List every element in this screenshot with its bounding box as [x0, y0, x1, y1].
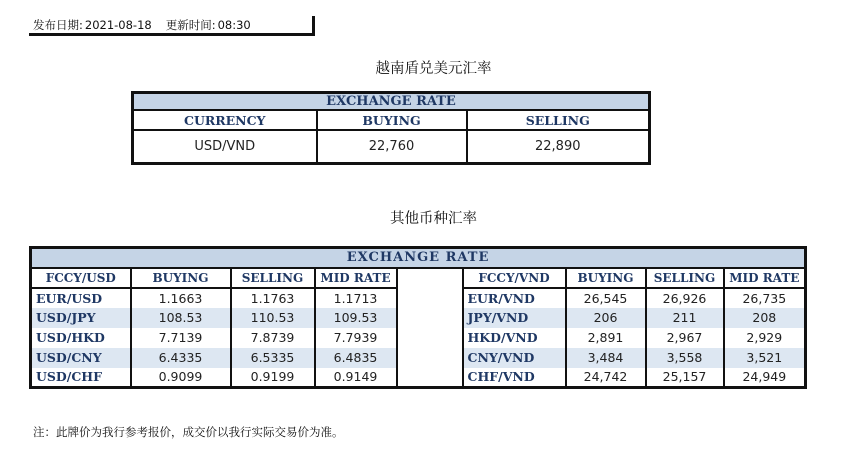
pair-cell: USD/HKD: [31, 328, 131, 348]
pair-cell: HKD/VND: [463, 328, 566, 348]
table-row: [31, 288, 806, 308]
buying-cell: 1.1663: [131, 288, 231, 308]
mid-rate-cell: 0.9149: [315, 368, 397, 388]
column-spacer: [397, 368, 463, 388]
selling-cell: 26,926: [646, 288, 724, 308]
column-header-row: [31, 268, 806, 288]
buying-cell: 26,545: [566, 288, 646, 308]
selling-cell: 211: [646, 308, 724, 328]
column-spacer: [397, 288, 463, 308]
column-spacer: [397, 308, 463, 328]
selling-cell: 0.9199: [231, 368, 315, 388]
exchange-rate-heading: EXCHANGE RATE: [133, 93, 650, 111]
buying-cell: 7.7139: [131, 328, 231, 348]
selling-cell: 110.53: [231, 308, 315, 328]
table-row: [31, 348, 806, 368]
update-time-value: 08:30: [217, 18, 251, 32]
vnd-usd-rate-table: [131, 91, 651, 165]
pair-cell: EUR/VND: [463, 288, 566, 308]
column-spacer: [397, 268, 463, 288]
buying-cell: 108.53: [131, 308, 231, 328]
column-header-currency: CURRENCY: [133, 110, 317, 130]
column-header-fccy-usd: FCCY/USD: [31, 268, 131, 288]
disclaimer-note: 注：此牌价为我行参考报价，成交价以我行实际交易价为准。: [33, 425, 344, 439]
mid-rate-cell: 208: [724, 308, 806, 328]
column-spacer: [397, 348, 463, 368]
mid-rate-cell: 24,949: [724, 368, 806, 388]
table-row: [31, 368, 806, 388]
mid-rate-cell: 2,929: [724, 328, 806, 348]
buying-cell: 2,891: [566, 328, 646, 348]
column-header-buying: BUYING: [566, 268, 646, 288]
other-currencies-rate-table: [29, 246, 807, 389]
column-spacer: [397, 328, 463, 348]
column-header-fccy-vnd: FCCY/VND: [463, 268, 566, 288]
pair-cell: EUR/USD: [31, 288, 131, 308]
column-header-mid-rate: MID RATE: [724, 268, 806, 288]
update-time-label: 更新时间:: [165, 18, 216, 32]
selling-cell: 1.1763: [231, 288, 315, 308]
publish-date-value: 2021-08-18: [84, 18, 152, 32]
table-row: [31, 308, 806, 328]
selling-cell: 25,157: [646, 368, 724, 388]
pair-cell: USD/JPY: [31, 308, 131, 328]
table-header-row: [31, 248, 806, 268]
buying-cell: 0.9099: [131, 368, 231, 388]
table-row: [31, 328, 806, 348]
buying-cell: 206: [566, 308, 646, 328]
mid-rate-cell: 3,521: [724, 348, 806, 368]
pair-cell: CHF/VND: [463, 368, 566, 388]
exchange-rate-heading: EXCHANGE RATE: [31, 248, 806, 268]
pair-cell: USD/CNY: [31, 348, 131, 368]
other-currencies-title: 其他币种汇率: [390, 211, 477, 227]
buying-cell: 6.4335: [131, 348, 231, 368]
mid-rate-cell: 7.7939: [315, 328, 397, 348]
pair-cell: USD/CHF: [31, 368, 131, 388]
publish-info-bar: [29, 16, 315, 36]
selling-cell: 6.5335: [231, 348, 315, 368]
mid-rate-cell: 6.4835: [315, 348, 397, 368]
column-header-row: [133, 110, 650, 130]
mid-rate-cell: 26,735: [724, 288, 806, 308]
publish-date-label: 发布日期:: [33, 18, 83, 32]
column-header-mid-rate: MID RATE: [315, 268, 397, 288]
buying-cell: 24,742: [566, 368, 646, 388]
vnd-usd-title: 越南盾兑美元汇率: [375, 61, 492, 77]
pair-cell: CNY/VND: [463, 348, 566, 368]
column-header-selling: SELLING: [231, 268, 315, 288]
selling-cell: 7.8739: [231, 328, 315, 348]
buying-cell: 22,760: [317, 130, 467, 163]
selling-cell: 22,890: [467, 130, 650, 163]
table-header-row: [133, 93, 650, 111]
selling-cell: 3,558: [646, 348, 724, 368]
column-header-buying: BUYING: [317, 110, 467, 130]
column-header-buying: BUYING: [131, 268, 231, 288]
mid-rate-cell: 1.1713: [315, 288, 397, 308]
table-row: [133, 130, 650, 163]
selling-cell: 2,967: [646, 328, 724, 348]
buying-cell: 3,484: [566, 348, 646, 368]
pair-cell: JPY/VND: [463, 308, 566, 328]
column-header-selling: SELLING: [646, 268, 724, 288]
currency-cell: USD/VND: [133, 130, 317, 163]
column-header-selling: SELLING: [467, 110, 650, 130]
mid-rate-cell: 109.53: [315, 308, 397, 328]
